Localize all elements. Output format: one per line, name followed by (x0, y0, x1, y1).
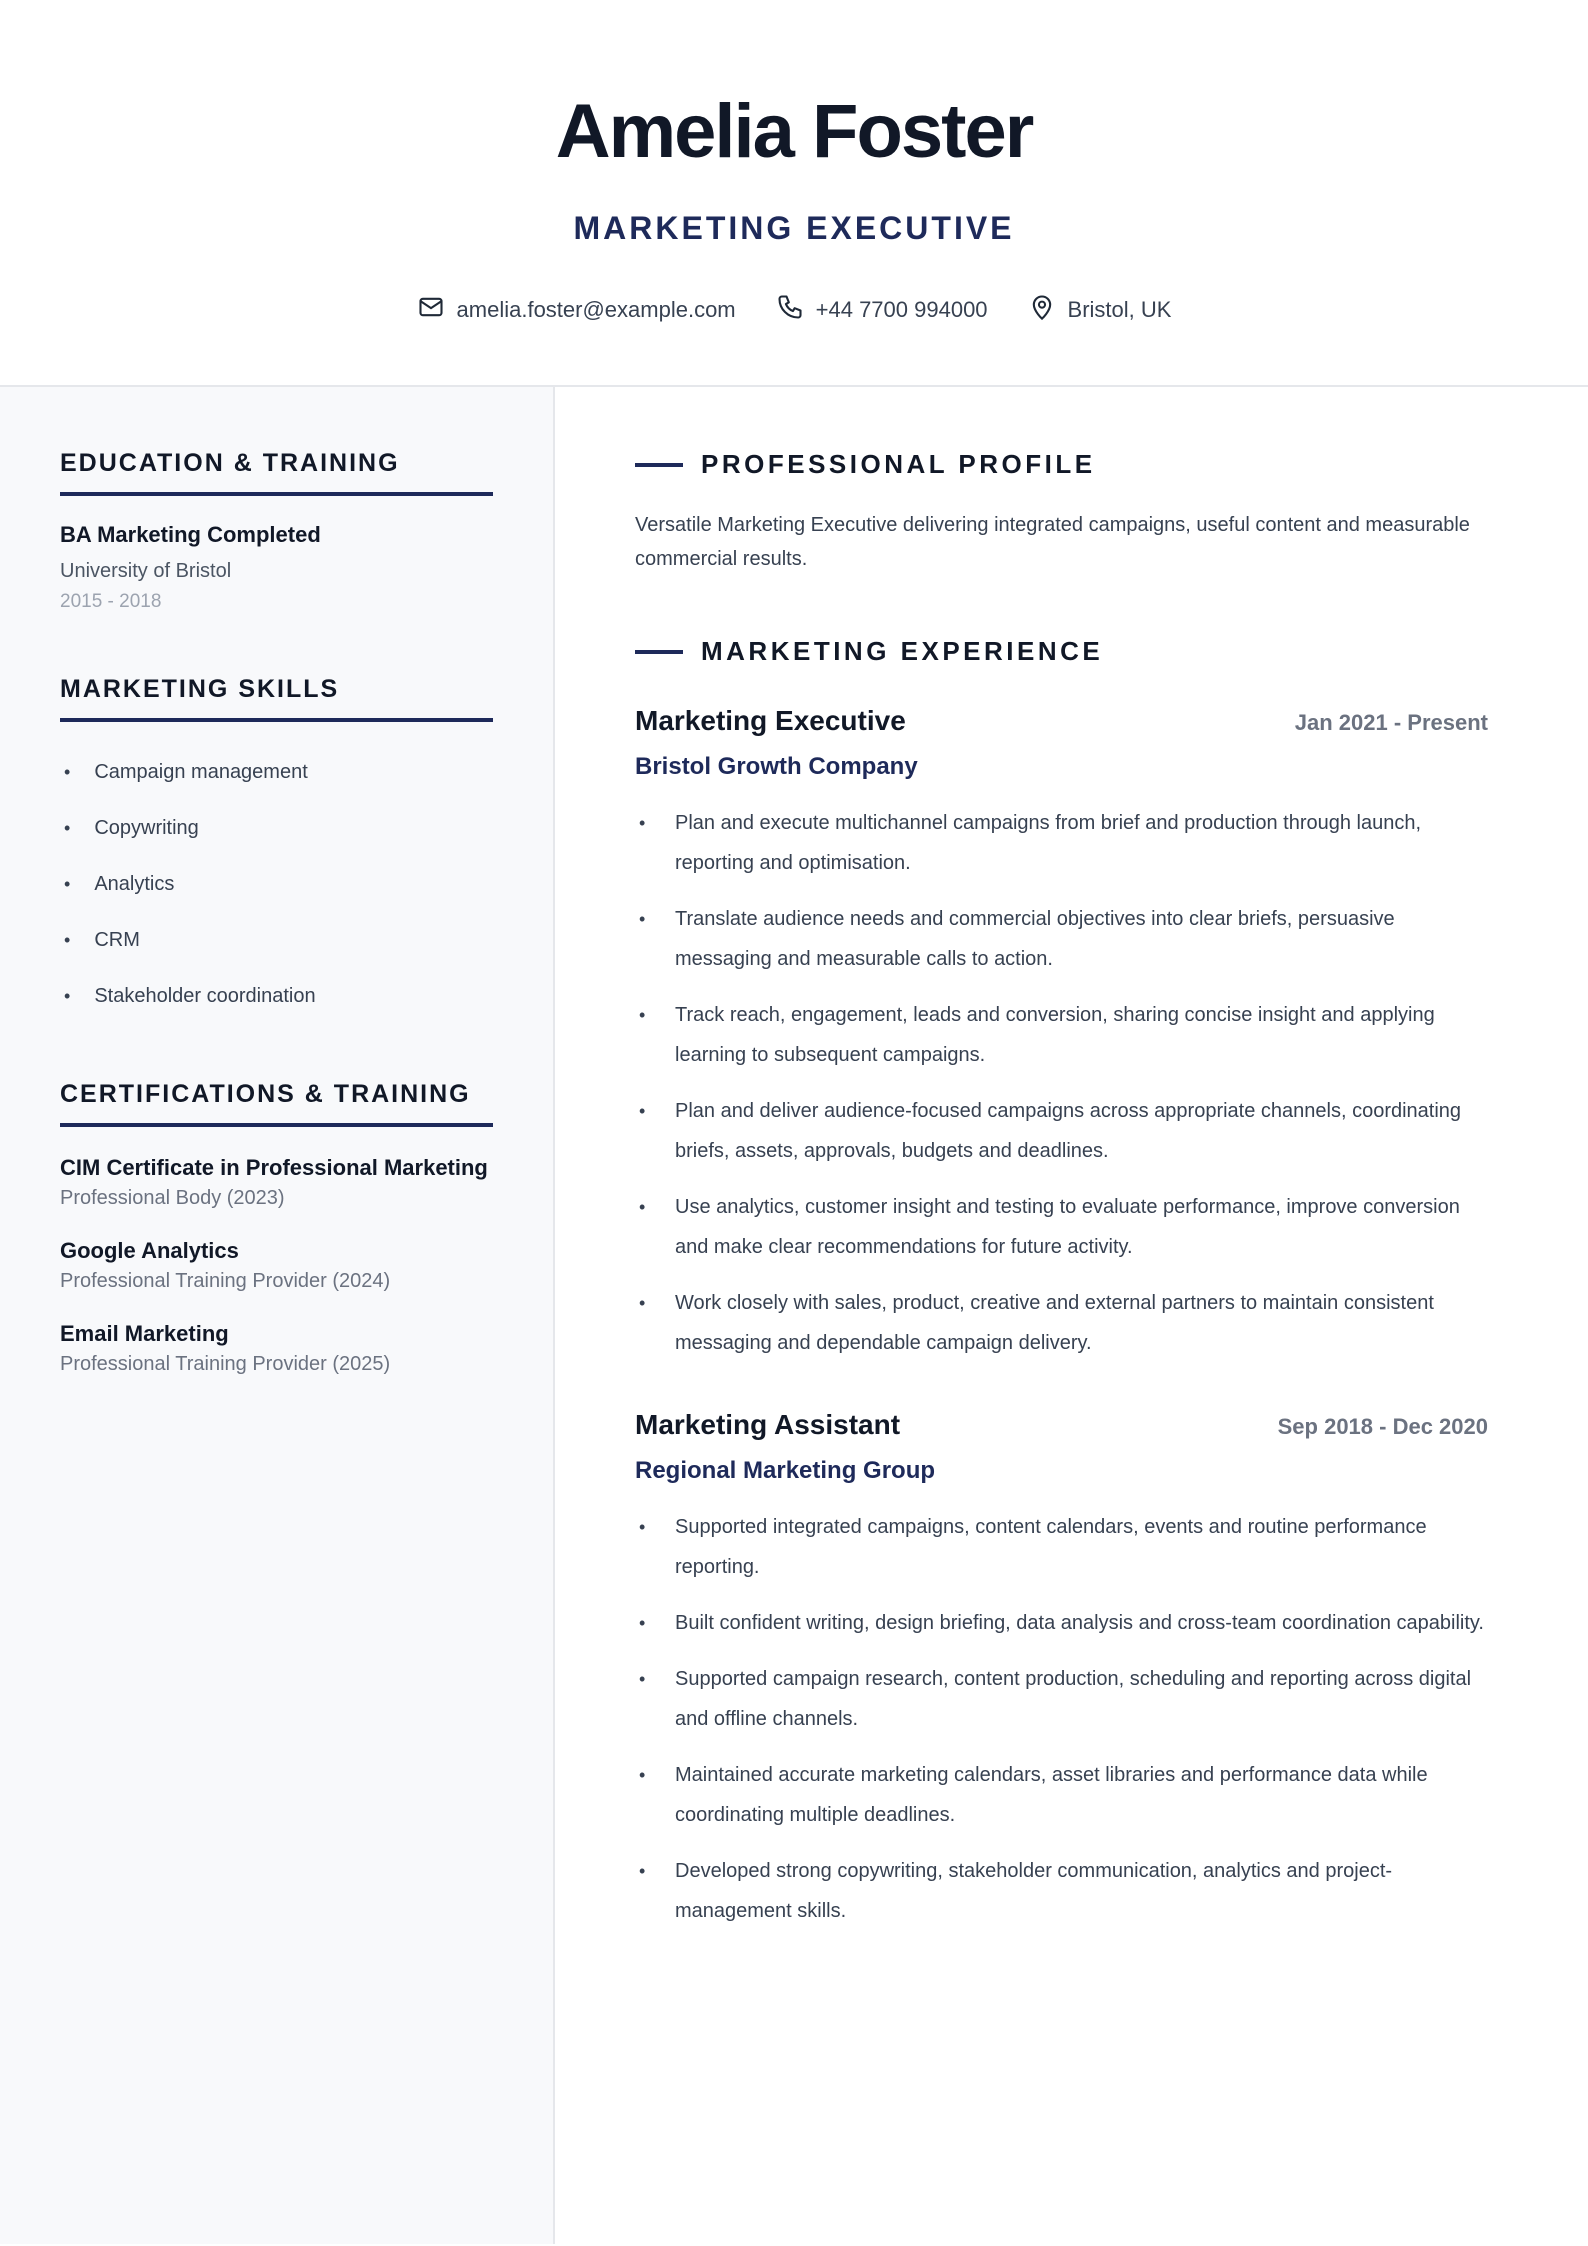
job-bullet: • Supported integrated campaigns, content calendars, events and routine performance reporting. (635, 1507, 1488, 1587)
certifications-section (60, 1080, 493, 1376)
job-title: Marketing Assistant (635, 1409, 901, 1440)
location-text: Bristol, UK (1067, 297, 1172, 322)
contact-phone[interactable] (776, 293, 988, 327)
certification-item (60, 1317, 493, 1376)
certification-org: Professional Body (2023) (60, 1187, 285, 1209)
mail-icon (417, 293, 445, 327)
job-bullet: • Plan and execute multichannel campaigns from brief and production through launch, reporting and optimisation. (635, 803, 1488, 883)
certifications-heading: CERTIFICATIONS & TRAINING (60, 1080, 493, 1127)
skills-list (60, 744, 493, 1024)
job-bullet: • Developed strong copywriting, stakeholder communication, analytics and project-management skills. (635, 1851, 1488, 1931)
resume-header (0, 0, 1588, 387)
heading-rule (635, 650, 683, 654)
profile-section (635, 449, 1488, 576)
job-entry (635, 705, 1488, 1363)
experience-section (635, 636, 1488, 1931)
job-dates: Jan 2021 - Present (1294, 710, 1488, 735)
phone-text: +44 7700 994000 (815, 297, 988, 322)
profile-heading-text: PROFESSIONAL PROFILE (701, 449, 1096, 479)
skills-section (60, 675, 493, 1024)
job-bullets (635, 803, 1488, 1363)
contact-email[interactable] (417, 293, 736, 327)
job-bullet: • Built confident writing, design briefing, data analysis and cross-team coordination capability. (635, 1603, 1488, 1643)
experience-heading-text: MARKETING EXPERIENCE (701, 636, 1104, 666)
education-school: University of Bristol (60, 560, 232, 582)
job-bullet: • Translate audience needs and commercial objectives into clear briefs, persuasive messaging and measurable calls to action. (635, 899, 1488, 979)
job-company: Bristol Growth Company (635, 753, 918, 780)
candidate-name: Amelia Foster (555, 89, 1033, 174)
job-header (635, 705, 1488, 737)
education-section (60, 449, 493, 613)
contact-bar (0, 293, 1588, 327)
job-title: Marketing Executive (635, 705, 906, 736)
job-dates: Sep 2018 - Dec 2020 (1277, 1414, 1488, 1439)
education-years: 2015 - 2018 (60, 591, 162, 612)
job-bullets (635, 1507, 1488, 1931)
job-bullet: • Supported campaign research, content production, scheduling and reporting across digital and offline channels. (635, 1659, 1488, 1739)
profile-heading (635, 449, 1488, 480)
skill-item: • Analytics (60, 856, 493, 912)
contact-location (1028, 293, 1172, 327)
resume-body (0, 387, 1588, 2244)
certification-org: Professional Training Provider (2025) (60, 1353, 391, 1375)
email-text: amelia.foster@example.com (456, 297, 736, 322)
skill-item: • CRM (60, 912, 493, 968)
job-bullet: • Maintained accurate marketing calendars, asset libraries and performance data while coordinating multiple deadlines. (635, 1755, 1488, 1835)
education-heading: EDUCATION & TRAINING (60, 449, 493, 496)
certification-item (60, 1234, 493, 1293)
job-header (635, 1409, 1488, 1441)
heading-rule (635, 463, 683, 467)
job-bullet: • Plan and deliver audience-focused campaigns across appropriate channels, coordinating briefs, assets, approvals, budgets and deadlines. (635, 1091, 1488, 1171)
job-bullet: • Track reach, engagement, leads and conversion, sharing concise insight and applying learning to subsequent campaigns. (635, 995, 1488, 1075)
map-pin-icon (1028, 293, 1056, 327)
profile-text: Versatile Marketing Executive delivering integrated campaigns, useful content and measurable commercial results. (635, 514, 1470, 570)
job-entry (635, 1409, 1488, 1931)
certification-name: Google Analytics (60, 1238, 239, 1263)
certification-item (60, 1151, 493, 1210)
job-bullet: • Use analytics, customer insight and testing to evaluate performance, improve conversion and make clear recommendations for future activity. (635, 1187, 1488, 1267)
skill-item: • Copywriting (60, 800, 493, 856)
skill-item: • Campaign management (60, 744, 493, 800)
candidate-role: MARKETING EXECUTIVE (573, 210, 1015, 246)
skill-item: • Stakeholder coordination (60, 968, 493, 1024)
experience-heading (635, 636, 1488, 667)
certification-name: Email Marketing (60, 1321, 229, 1346)
job-bullet: • Work closely with sales, product, creative and external partners to maintain consistent messaging and dependable campaign delivery. (635, 1283, 1488, 1363)
main-column (555, 387, 1588, 2244)
certification-name: CIM Certificate in Professional Marketing (60, 1155, 488, 1180)
skills-heading: MARKETING SKILLS (60, 675, 493, 722)
certification-org: Professional Training Provider (2024) (60, 1270, 391, 1292)
job-company: Regional Marketing Group (635, 1457, 936, 1484)
education-degree: BA Marketing Completed (60, 522, 321, 547)
sidebar (0, 387, 555, 2244)
phone-icon (776, 293, 804, 327)
